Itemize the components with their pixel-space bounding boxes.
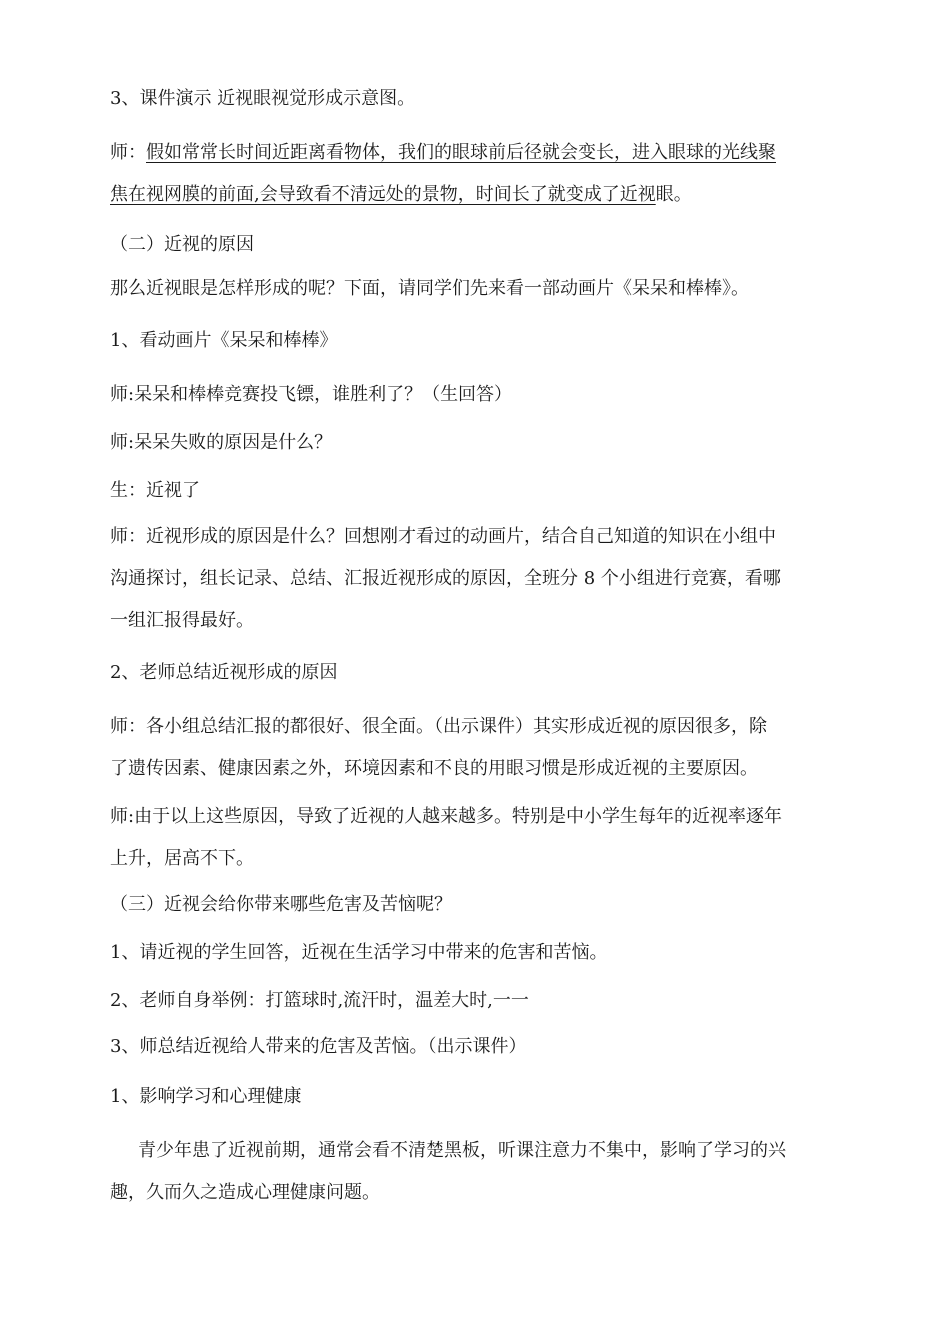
- dialogue-text: 了遗传因素、健康因素之外，环境因素和不良的用眼习惯是形成近视的主要原因。: [110, 758, 758, 779]
- section-heading-text: （二）近视的原因: [110, 234, 254, 255]
- item-teacher-example: [110, 988, 529, 1014]
- paragraph-text: 青少年患了近视前期，通常会看不清楚黑板，听课注意力不集中，影响了学习的兴: [138, 1140, 786, 1161]
- speaker-label: 师：: [110, 142, 146, 163]
- teacher-paragraph-line-2: [110, 182, 692, 208]
- dialogue-line: [110, 608, 254, 634]
- dialogue-text: 师:呆呆和棒棒竞赛投飞镖，谁胜利了？（生回答）: [110, 384, 513, 405]
- item-watch-cartoon: [110, 328, 337, 354]
- underlined-text: 焦在视网膜的前面,会导致看不清远处的景物，时间长了就变成了近视: [110, 184, 656, 205]
- impact-paragraph-line-2: [110, 1180, 380, 1206]
- dialogue-line: [110, 524, 776, 550]
- section-heading-harms: [110, 892, 452, 918]
- teacher-paragraph-line-1: [110, 140, 776, 166]
- demo-heading-text: 3、课件演示 近视眼视觉形成示意图。: [110, 88, 416, 109]
- dialogue-text: 一组汇报得最好。: [110, 610, 254, 631]
- impact-paragraph-line-1: [138, 1138, 786, 1164]
- dialogue-text: 师：各小组总结汇报的都很好、很全面。（出示课件）其实形成近视的原因很多，除: [110, 716, 767, 737]
- item-teacher-summary: [110, 660, 337, 686]
- dialogue-text: 上升，居高不下。: [110, 848, 254, 869]
- item-student-answer: [110, 940, 607, 966]
- intro-line: [110, 276, 749, 302]
- dialogue-text: 师:呆呆失败的原因是什么？: [110, 432, 333, 453]
- item-impact-study: [110, 1084, 301, 1110]
- dialogue-text: 师:由于以上这些原因，导致了近视的人越来越多。特别是中小学生每年的近视率逐年: [110, 806, 783, 827]
- item-text: 2、老师总结近视形成的原因: [110, 662, 338, 683]
- item-text: 3、师总结近视给人带来的危害及苦恼。（出示课件）: [110, 1036, 527, 1057]
- paragraph-text: 那么近视眼是怎样形成的呢？下面，请同学们先来看一部动画片《呆呆和棒棒》。: [110, 278, 749, 299]
- dialogue-line: [110, 714, 767, 740]
- paragraph-text: 趣，久而久之造成心理健康问题。: [110, 1182, 380, 1203]
- underlined-text: 假如常常长时间近距离看物体，我们的眼球前后径就会变长，进入眼球的光线聚: [146, 142, 776, 163]
- dialogue-line: [110, 382, 512, 408]
- item-text: 1、看动画片《呆呆和棒棒》: [110, 330, 338, 351]
- dialogue-line: [110, 566, 781, 592]
- dialogue-line: [110, 756, 758, 782]
- item-text: 1、影响学习和心理健康: [110, 1086, 302, 1107]
- dialogue-text: 沟通探讨，组长记录、总结、汇报近视形成的原因，全班分 8 个小组进行竞赛，看哪: [110, 568, 781, 589]
- dialogue-line: [110, 478, 200, 504]
- section-heading-causes: [110, 232, 254, 258]
- paragraph-end: 眼。: [655, 184, 692, 205]
- item-text: 2、老师自身举例：打篮球时,流汗时，温差大时,一一: [110, 990, 529, 1011]
- demo-heading: [110, 86, 415, 112]
- item-text: 1、请近视的学生回答，近视在生活学习中带来的危害和苦恼。: [110, 942, 608, 963]
- item-teacher-conclusion: [110, 1034, 526, 1060]
- dialogue-line: [110, 804, 782, 830]
- dialogue-text: 师：近视形成的原因是什么？回想刚才看过的动画片，结合自己知道的知识在小组中: [110, 526, 776, 547]
- section-heading-text: （三）近视会给你带来哪些危害及苦恼呢？: [110, 894, 452, 915]
- dialogue-line: [110, 846, 254, 872]
- dialogue-line: [110, 430, 332, 456]
- dialogue-text: 生：近视了: [110, 480, 200, 501]
